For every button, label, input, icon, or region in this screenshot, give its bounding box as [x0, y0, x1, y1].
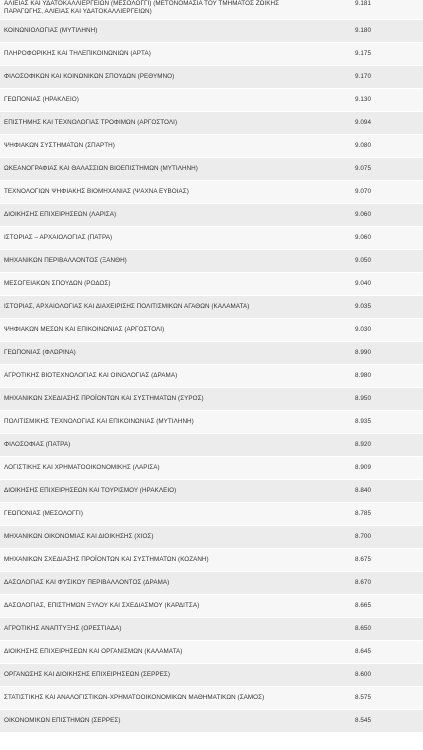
department-cell	[0, 19, 351, 42]
score-cell: 9.075	[351, 157, 423, 180]
table-row	[0, 318, 423, 341]
department-name: ΓΕΩΠΟΝΙΑΣ (ΦΛΩΡΙΝΑ)	[4, 348, 76, 356]
department-name: ΔΙΟΙΚΗΣΗΣ ΕΠΙΧΕΙΡΗΣΕΩΝ (ΛΑΡΙΣΑ)	[4, 210, 117, 218]
department-name: ΛΟΓΙΣΤΙΚΗΣ ΚΑΙ ΧΡΗΜΑΤΟΟΙΚΟΝΟΜΙΚΗΣ (ΛΑΡΙΣΑ)	[4, 463, 160, 471]
score-cell: 9.180	[351, 19, 423, 42]
table-row	[0, 134, 423, 157]
table-row	[0, 272, 423, 295]
table-row	[0, 387, 423, 410]
table-row	[0, 249, 423, 272]
department-cell	[0, 134, 351, 157]
score-cell: 8.909	[351, 456, 423, 479]
department-cell	[0, 640, 351, 663]
table-row	[0, 19, 423, 42]
department-cell	[0, 456, 351, 479]
department-cell	[0, 364, 351, 387]
department-cell	[0, 479, 351, 502]
table-row	[0, 157, 423, 180]
score-cell: 8.665	[351, 594, 423, 617]
department-name: ΟΡΓΑΝΩΣΗΣ ΚΑΙ ΔΙΟΙΚΗΣΗΣ ΕΠΙΧΕΙΡΗΣΕΩΝ (ΣΕΡΡΕΣ)	[4, 670, 171, 678]
score-cell: 8.600	[351, 663, 423, 686]
score-cell: 9.035	[351, 295, 423, 318]
department-cell	[0, 0, 351, 19]
score-cell: 8.575	[351, 686, 423, 709]
table-row	[0, 617, 423, 640]
score-cell: 8.785	[351, 502, 423, 525]
department-cell	[0, 42, 351, 65]
table-row	[0, 663, 423, 686]
department-cell	[0, 433, 351, 456]
department-cell	[0, 341, 351, 364]
score-cell: 8.675	[351, 548, 423, 571]
score-cell: 8.545	[351, 709, 423, 732]
score-cell: 8.840	[351, 479, 423, 502]
department-name: ΨΗΦΙΑΚΩΝ ΣΥΣΤΗΜΑΤΩΝ (ΣΠΑΡΤΗ)	[4, 141, 115, 149]
department-cell	[0, 88, 351, 111]
table-row	[0, 226, 423, 249]
department-cell	[0, 295, 351, 318]
department-name: ΜΗΧΑΝΙΚΩΝ ΣΧΕΔΙΑΣΗΣ ΠΡΟΪΟΝΤΩΝ ΚΑΙ ΣΥΣΤΗΜΑΤΩΝ (ΚΟΖΑΝΗ)	[4, 555, 209, 563]
score-cell: 9.130	[351, 88, 423, 111]
score-cell: 9.080	[351, 134, 423, 157]
score-cell: 8.700	[351, 525, 423, 548]
department-cell	[0, 180, 351, 203]
score-cell: 9.050	[351, 249, 423, 272]
department-cell	[0, 617, 351, 640]
score-cell: 9.181	[351, 0, 423, 19]
department-cell	[0, 663, 351, 686]
department-cell	[0, 594, 351, 617]
department-cell	[0, 318, 351, 341]
department-name: ΔΑΣΟΛΟΓΙΑΣ, ΕΠΙΣΤΗΜΩΝ ΞΥΛΟΥ ΚΑΙ ΣΧΕΔΙΑΣΜΟΥ (ΚΑΡΔΙΤΣΑ)	[4, 601, 200, 609]
table-row	[0, 88, 423, 111]
table-row	[0, 65, 423, 88]
department-name: ΠΑΡΑΓΩΓΗΣ, ΑΛΙΕΙΑΣ ΚΑΙ ΥΔΑΤΟΚΑΛΛΙΕΡΓΕΙΩΝ)	[4, 8, 152, 15]
table-row	[0, 42, 423, 65]
department-cell	[0, 387, 351, 410]
department-cell	[0, 525, 351, 548]
department-name: ΚΟΙΝΩΝΙΟΛΟΓΙΑΣ (ΜΥΤΙΛΗΝΗ)	[4, 26, 98, 34]
department-name: ΣΤΑΤΙΣΤΙΚΗΣ ΚΑΙ ΑΝΑΛΟΓΙΣΤΙΚΩΝ-ΧΡΗΜΑΤΟΟΙΚΟΝΟΜΙΚΩΝ ΜΑΘΗΜΑΤΙΚΩΝ (ΣΑΜΟΣ)	[4, 693, 265, 701]
department-name: ΙΣΤΟΡΙΑΣ, ΑΡΧΑΙΟΛΟΓΙΑΣ ΚΑΙ ΔΙΑΧΕΙΡΙΣΗΣ ΠΟΛΙΤΙΣΜΙΚΩΝ ΑΓΑΘΩΝ (ΚΑΛΑΜΑΤΑ)	[4, 302, 250, 310]
department-cell	[0, 249, 351, 272]
department-cell	[0, 571, 351, 594]
table-row	[0, 364, 423, 387]
department-name: ΔΑΣΟΛΟΓΙΑΣ ΚΑΙ ΦΥΣΙΚΟΥ ΠΕΡΙΒΑΛΛΟΝΤΟΣ (ΔΡΑΜΑ)	[4, 578, 170, 586]
department-name: ΤΕΧΝΟΛΟΓΙΩΝ ΨΗΦΙΑΚΗΣ ΒΙΟΜΗΧΑΝΙΑΣ (ΨΑΧΝΑ ΕΥΒΟΙΑΣ)	[4, 187, 189, 195]
table-row	[0, 525, 423, 548]
department-name: ΠΟΛΙΤΙΣΜΙΚΗΣ ΤΕΧΝΟΛΟΓΙΑΣ ΚΑΙ ΕΠΙΚΟΙΝΩΝΙΑΣ (ΜΥΤΙΛΗΝΗ)	[4, 417, 194, 425]
table-row	[0, 548, 423, 571]
table-row	[0, 594, 423, 617]
department-name: ΦΙΛΟΣΟΦΙΚΩΝ ΚΑΙ ΚΟΙΝΩΝΙΚΩΝ ΣΠΟΥΔΩΝ (ΡΕΘΥΜΝΟ)	[4, 72, 175, 80]
department-name: ΔΙΟΙΚΗΣΗΣ ΕΠΙΧΕΙΡΗΣΕΩΝ ΚΑΙ ΟΡΓΑΝΙΣΜΩΝ (ΚΑΛΑΜΑΤΑ)	[4, 647, 183, 655]
table-row	[0, 571, 423, 594]
score-cell: 8.990	[351, 341, 423, 364]
score-cell: 9.175	[351, 42, 423, 65]
department-cell	[0, 709, 351, 732]
table-row	[0, 479, 423, 502]
department-cell	[0, 548, 351, 571]
department-cell	[0, 410, 351, 433]
score-cell: 8.920	[351, 433, 423, 456]
department-name: ΜΗΧΑΝΙΚΩΝ ΣΧΕΔΙΑΣΗΣ ΠΡΟΪΟΝΤΩΝ ΚΑΙ ΣΥΣΤΗΜΑΤΩΝ (ΣΥΡΟΣ)	[4, 394, 204, 402]
department-name: ΑΓΡΟΤΙΚΗΣ ΒΙΟΤΕΧΝΟΛΟΓΙΑΣ ΚΑΙ ΟΙΝΟΛΟΓΙΑΣ (ΔΡΑΜΑ)	[4, 371, 178, 379]
department-name: ΨΗΦΙΑΚΩΝ ΜΕΣΩΝ ΚΑΙ ΕΠΙΚΟΙΝΩΝΙΑΣ (ΑΡΓΟΣΤΟΛΙ)	[4, 325, 165, 333]
department-name: ΜΕΣΟΓΕΙΑΚΩΝ ΣΠΟΥΔΩΝ (ΡΟΔΟΣ)	[4, 279, 111, 287]
table-row	[0, 203, 423, 226]
department-cell	[0, 157, 351, 180]
table-row	[0, 456, 423, 479]
score-cell: 8.645	[351, 640, 423, 663]
score-cell: 9.060	[351, 226, 423, 249]
department-name: ΟΙΚΟΝΟΜΙΚΩΝ ΕΠΙΣΤΗΜΩΝ (ΣΕΡΡΕΣ)	[4, 716, 121, 724]
score-cell: 8.670	[351, 571, 423, 594]
department-cell	[0, 203, 351, 226]
table-row	[0, 180, 423, 203]
score-cell: 8.650	[351, 617, 423, 640]
table-row	[0, 295, 423, 318]
score-cell: 9.040	[351, 272, 423, 295]
table-row	[0, 433, 423, 456]
department-cell	[0, 226, 351, 249]
department-cell	[0, 686, 351, 709]
score-cell: 9.060	[351, 203, 423, 226]
table-row	[0, 0, 423, 19]
score-cell: 9.094	[351, 111, 423, 134]
department-name: ΑΛΙΕΙΑΣ ΚΑΙ ΥΔΑΤΟΚΑΛΛΙΕΡΓΕΙΩΝ (ΜΕΣΟΛΟΓΓΙ) (ΜΕΤΟΝΟΜΑΣΙΑ ΤΟΥ ΤΜΗΜΑΤΟΣ ΖΩΙΚΗΣ	[4, 0, 280, 7]
table-row	[0, 111, 423, 134]
department-name: ΔΙΟΙΚΗΣΗΣ ΕΠΙΧΕΙΡΗΣΕΩΝ ΚΑΙ ΤΟΥΡΙΣΜΟΥ (ΗΡΑΚΛΕΙΟ)	[4, 486, 177, 494]
department-cell	[0, 65, 351, 88]
score-cell: 8.950	[351, 387, 423, 410]
department-name: ΦΙΛΟΣΟΦΙΑΣ (ΠΑΤΡΑ)	[4, 440, 71, 448]
department-name: ΕΠΙΣΤΗΜΗΣ ΚΑΙ ΤΕΧΝΟΛΟΓΙΑΣ ΤΡΟΦΙΜΩΝ (ΑΡΓΟΣΤΟΛΙ)	[4, 118, 178, 126]
table-row	[0, 410, 423, 433]
department-name: ΓΕΩΠΟΝΙΑΣ (ΗΡΑΚΛΕΙΟ)	[4, 95, 79, 103]
department-cell	[0, 502, 351, 525]
score-cell: 8.935	[351, 410, 423, 433]
table-row	[0, 709, 423, 732]
table-row	[0, 686, 423, 709]
score-cell: 9.070	[351, 180, 423, 203]
department-name: ΙΣΤΟΡΙΑΣ – ΑΡΧΑΙΟΛΟΓΙΑΣ (ΠΑΤΡΑ)	[4, 233, 113, 241]
department-name: ΜΗΧΑΝΙΚΩΝ ΟΙΚΟΝΟΜΙΑΣ ΚΑΙ ΔΙΟΙΚΗΣΗΣ (ΧΙΟΣ)	[4, 532, 154, 540]
table-row	[0, 502, 423, 525]
department-cell	[0, 111, 351, 134]
table-row	[0, 341, 423, 364]
score-cell: 8.980	[351, 364, 423, 387]
department-name: ΑΓΡΟΤΙΚΗΣ ΑΝΑΠΤΥΞΗΣ (ΟΡΕΣΤΙΑΔΑ)	[4, 624, 122, 632]
department-name: ΜΗΧΑΝΙΚΩΝ ΠΕΡΙΒΑΛΛΟΝΤΟΣ (ΞΑΝΘΗ)	[4, 256, 127, 264]
score-cell: 9.030	[351, 318, 423, 341]
score-cell: 9.170	[351, 65, 423, 88]
table-row	[0, 640, 423, 663]
department-cell	[0, 272, 351, 295]
department-name: ΩΚΕΑΝΟΓΡΑΦΙΑΣ ΚΑΙ ΘΑΛΑΣΣΙΩΝ ΒΙΟΕΠΙΣΤΗΜΩΝ (ΜΥΤΙΛΗΝΗ)	[4, 164, 198, 172]
department-name: ΠΛΗΡΟΦΟΡΙΚΗΣ ΚΑΙ ΤΗΛΕΠΙΚΟΙΝΩΝΙΩΝ (ΑΡΤΑ)	[4, 49, 151, 57]
department-name: ΓΕΩΠΟΝΙΑΣ (ΜΕΣΟΛΟΓΓΙ)	[4, 509, 83, 517]
